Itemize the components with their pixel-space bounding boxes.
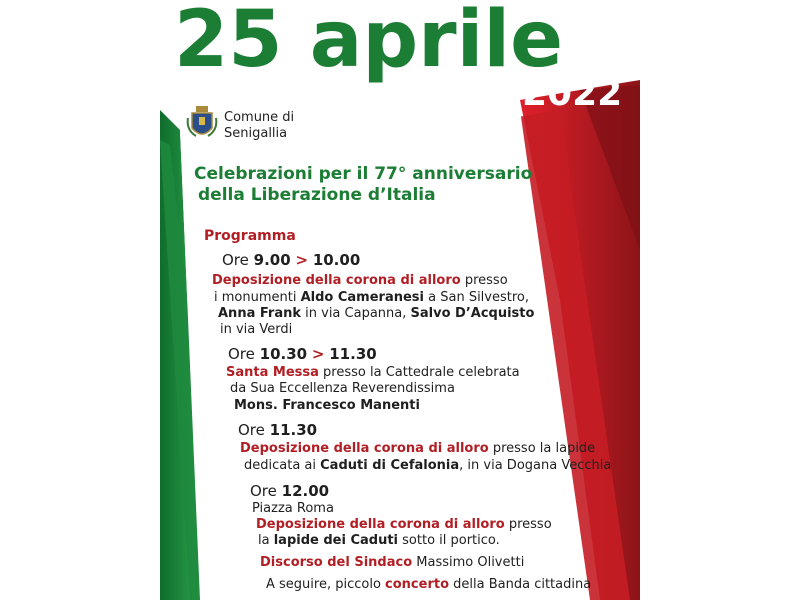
event-1-line3: Anna Frank in via Capanna, Salvo D’Acquisto (218, 306, 535, 321)
event-2-line3: Mons. Francesco Manenti (234, 398, 420, 413)
event-4-line2: Deposizione della corona di alloro presso (256, 517, 552, 532)
event-3-line1: Deposizione della corona di alloro presso la lapide (240, 441, 596, 456)
comune-label (224, 110, 294, 142)
heading-line2: della Liberazione d’Italia (198, 185, 436, 205)
event-4-time: Ore 12.00 (250, 482, 330, 500)
event-3-line2: dedicata ai Caduti di Cefalonia, in via Dogana Vecchia (244, 458, 612, 473)
event-2-time: Ore 10.30 > 11.30 (228, 345, 377, 363)
event-3-time: Ore 11.30 (238, 421, 318, 439)
comune-line1: Comune di (224, 110, 295, 125)
poster-year: 2022 (522, 73, 623, 114)
event-1-line4: in via Verdi (220, 322, 293, 337)
heading-line1: Celebrazioni per il 77° anniversario (194, 164, 533, 184)
event-2-line1: Santa Messa presso la Cattedrale celebrata (226, 365, 520, 380)
heading (194, 164, 532, 206)
event-1-line2: i monumenti Aldo Cameranesi a San Silvestro, (214, 290, 530, 305)
event-1-time: Ore 9.00 > 10.00 (222, 251, 361, 269)
discorso-line: Discorso del Sindaco Massimo Olivetti (260, 555, 525, 570)
event-4-line1: Piazza Roma (252, 501, 334, 516)
concerto-line: A seguire, piccolo concerto della Banda cittadina (266, 577, 592, 592)
poster-title: 25 aprile (174, 0, 564, 85)
programma-label: Programma (204, 228, 296, 244)
comune-line2: Senigallia (224, 126, 288, 141)
event-4-line3: la lapide dei Caduti sotto il portico. (258, 533, 500, 548)
event-1-line1: Deposizione della corona di alloro presso (212, 273, 508, 288)
poster (160, 0, 640, 600)
event-2-line2: da Sua Eccellenza Reverendissima (230, 381, 455, 396)
coat-of-arms-icon (184, 104, 220, 142)
